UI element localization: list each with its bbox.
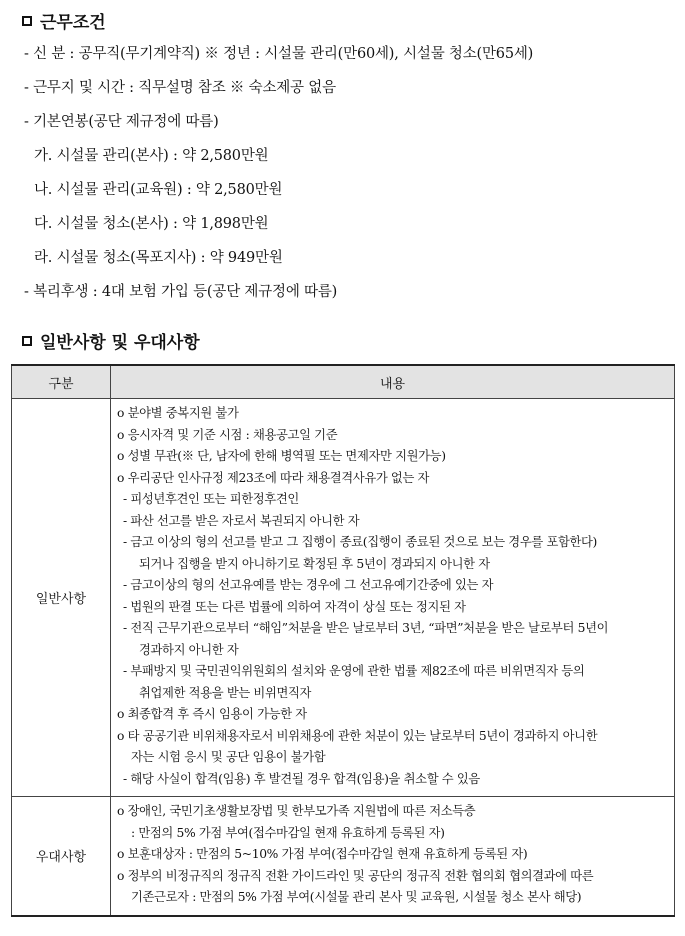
list-item-continuation: 자는 시험 응시 및 공단 임용이 불가함 <box>131 750 326 764</box>
requirements-table <box>11 364 675 917</box>
preferred-content <box>111 797 675 916</box>
salary-item-d: 라. 시설물 청소(목포지사) : 약 949만원 <box>34 250 283 266</box>
list-item: o 우리공단 인사규정 제23조에 따라 채용결격사유가 없는 자 <box>117 470 430 485</box>
list-item: - 금고 이상의 형의 선고를 받고 그 집행이 종료(집행이 종료된 것으로 보는 경우를 포함한다) <box>123 535 598 549</box>
section-heading-general <box>22 328 200 353</box>
list-item: - 파산 선고를 받은 자로서 복권되지 아니한 자 <box>123 513 360 528</box>
salary-item-b: 나. 시설물 관리(교육원) : 약 2,580만원 <box>34 182 283 198</box>
general-content <box>111 399 675 797</box>
section-title: 근무조건 <box>40 13 106 33</box>
section-title: 일반사항 및 우대사항 <box>40 333 200 353</box>
salary-item-c: 다. 시설물 청소(본사) : 약 1,898만원 <box>34 216 269 232</box>
list-item: o 타 공공기관 비위채용자로서 비위채용에 관한 처분이 있는 날로부터 5년이 경과하지 아니한 <box>117 728 598 743</box>
work-condition-location: - 근무지 및 시간 : 직무설명 참조 ※ 숙소제공 없음 <box>24 80 336 96</box>
list-item: - 피성년후견인 또는 피한정후견인 <box>123 492 299 506</box>
category-preferred: 우대사항 <box>12 797 111 916</box>
list-item-continuation: 기존근로자 : 만점의 5% 가점 부여(시설물 관리 본사 및 교육원, 시설물 청소 본사 해당) <box>131 890 582 904</box>
list-item: o 보훈대상자 : 만점의 5~10% 가점 부여(접수마감일 현재 유효하게 등록된 자) <box>117 847 528 861</box>
list-item-continuation: 경과하지 아니한 자 <box>139 642 239 657</box>
square-bullet-icon <box>22 336 32 346</box>
header-category: 구분 <box>12 365 111 399</box>
list-item: o 장애인, 국민기초생활보장법 및 한부모가족 지원법에 따른 저소득층 <box>117 804 476 818</box>
category-general: 일반사항 <box>12 399 111 797</box>
work-condition-status: - 신 분 : 공무직(무기계약직) ※ 정년 : 시설물 관리(만60세), 시설물 청소(만65세) <box>24 46 534 62</box>
header-content: 내용 <box>111 365 675 399</box>
list-item-continuation: 되거나 집행을 받지 아니하기로 확정된 후 5년이 경과되지 아니한 자 <box>139 556 490 571</box>
list-item-continuation: : 만점의 5% 가점 부여(접수마감일 현재 유효하게 등록된 자) <box>131 825 445 840</box>
list-item: - 금고이상의 형의 선고유예를 받는 경우에 그 선고유예기간중에 있는 자 <box>123 578 494 592</box>
salary-item-a: 가. 시설물 관리(본사) : 약 2,580만원 <box>34 148 269 164</box>
list-item-continuation: 취업제한 적용을 받는 비위면직자 <box>139 685 312 700</box>
work-condition-benefits: - 복리후생 : 4대 보험 가입 등(공단 제규정에 따름) <box>24 284 338 300</box>
square-bullet-icon <box>22 16 32 26</box>
list-item: o 응시자격 및 기준 시점 : 채용공고일 기준 <box>117 427 338 442</box>
list-item: - 해당 사실이 합격(임용) 후 발견될 경우 합격(임용)을 취소할 수 있음 <box>123 771 480 786</box>
section-heading-work-conditions <box>22 8 106 33</box>
list-item: - 전직 근무기관으로부터 “해임”처분을 받은 날로부터 3년, “파면”처분을 받은 날로부터 5년이 <box>123 621 609 635</box>
list-item: - 법원의 판결 또는 다른 법률에 의하여 자격이 상실 또는 정지된 자 <box>123 599 466 614</box>
work-condition-salary: - 기본연봉(공단 제규정에 따름) <box>24 114 219 130</box>
list-item: o 분야별 중복지원 불가 <box>117 406 239 420</box>
list-item: - 부패방지 및 국민권익위원회의 설치와 운영에 관한 법률 제82조에 따른 비위면직자 등의 <box>123 664 585 678</box>
list-item: o 최종합격 후 즉시 임용이 가능한 자 <box>117 707 307 721</box>
list-item: o 성별 무관(※ 단, 남자에 한해 병역필 또는 면제자만 지원가능) <box>117 449 446 463</box>
list-item: o 정부의 비정규직의 정규직 전환 가이드라인 및 공단의 정규직 전환 협의회 협의결과에 따른 <box>117 868 594 883</box>
